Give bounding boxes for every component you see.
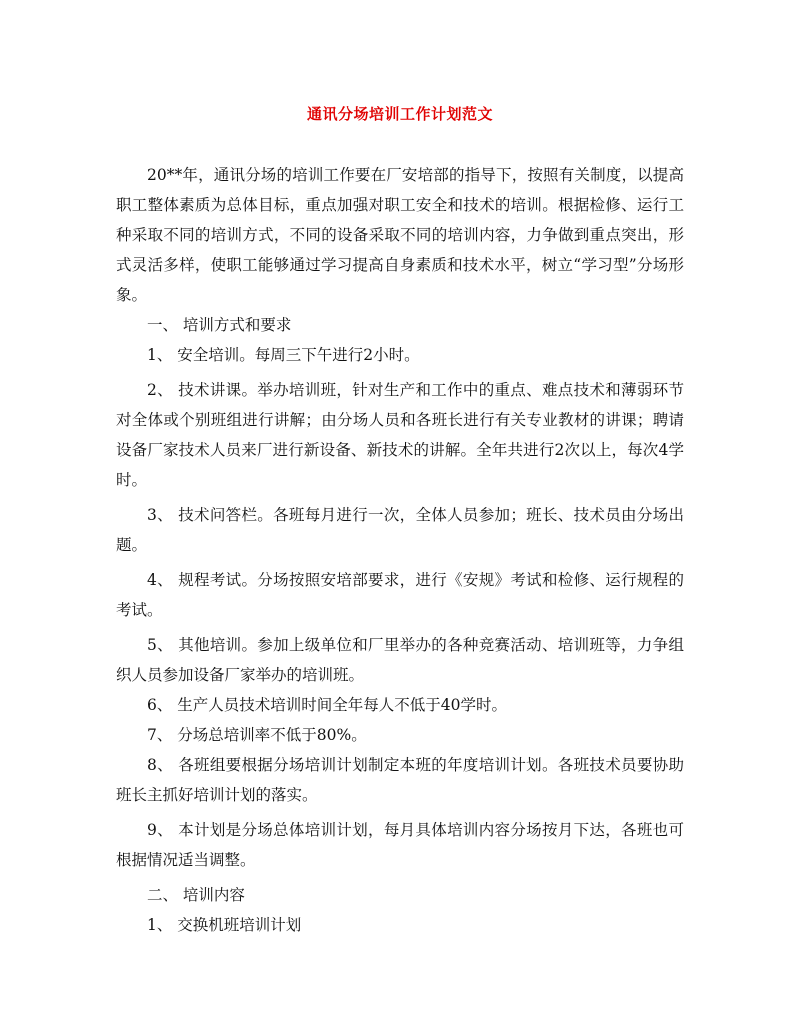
list-item-2: 2、 技术讲课。举办培训班，针对生产和工作中的重点、难点技术和薄弱环节对全体或个别班组进行讲解；由分场人员和各班长进行有关专业教材的讲课；聘请设备厂家技术人员来厂进行新设备、新技术的讲解。全年共进行2次以上，每次4学时。: [116, 381, 684, 489]
section-heading-training-methods: 一、 培训方式和要求: [147, 316, 292, 334]
document-title: 通讯分场培训工作计划范文: [306, 105, 493, 123]
list-item-4: 4、 规程考试。分场按照安培部要求，进行《安规》考试和检修、运行规程的考试。: [116, 571, 684, 619]
list-item-switchboard-plan: 1、 交换机班培训计划: [147, 916, 302, 934]
list-item-5: 5、 其他培训。参加上级单位和厂里举办的各种竞赛活动、培训班等，力争组织人员参加设备厂家举办的培训班。: [116, 636, 684, 684]
list-item-7: 7、 分场总培训率不低于80%。: [147, 726, 367, 744]
list-item-9: 9、 本计划是分场总体培训计划，每月具体培训内容分场按月下达，各班也可根据情况适当调整。: [116, 821, 684, 869]
section-heading-training-content: 二、 培训内容: [147, 886, 245, 904]
document-body: [116, 160, 684, 940]
list-item-6: 6、 生产人员技术培训时间全年每人不低于40学时。: [147, 696, 508, 714]
list-item-3: 3、 技术问答栏。各班每月进行一次，全体人员参加；班长、技术员由分场出题。: [116, 506, 684, 554]
list-item-8: 8、 各班组要根据分场培训计划制定本班的年度培训计划。各班技术员要协助班长主抓好培训计划的落实。: [116, 756, 684, 804]
list-item-1: 1、 安全培训。每周三下午进行2小时。: [147, 346, 420, 364]
intro-paragraph: 20**年，通讯分场的培训工作要在厂安培部的指导下，按照有关制度，以提高职工整体素质为总体目标，重点加强对职工安全和技术的培训。根据检修、运行工种采取不同的培训方式，不同的设备采取不同的培训内容，力争做到重点突出，形式灵活多样，使职工能够通过学习提高自身素质和技术水平，树立“学习型”分场形象。: [116, 166, 684, 304]
